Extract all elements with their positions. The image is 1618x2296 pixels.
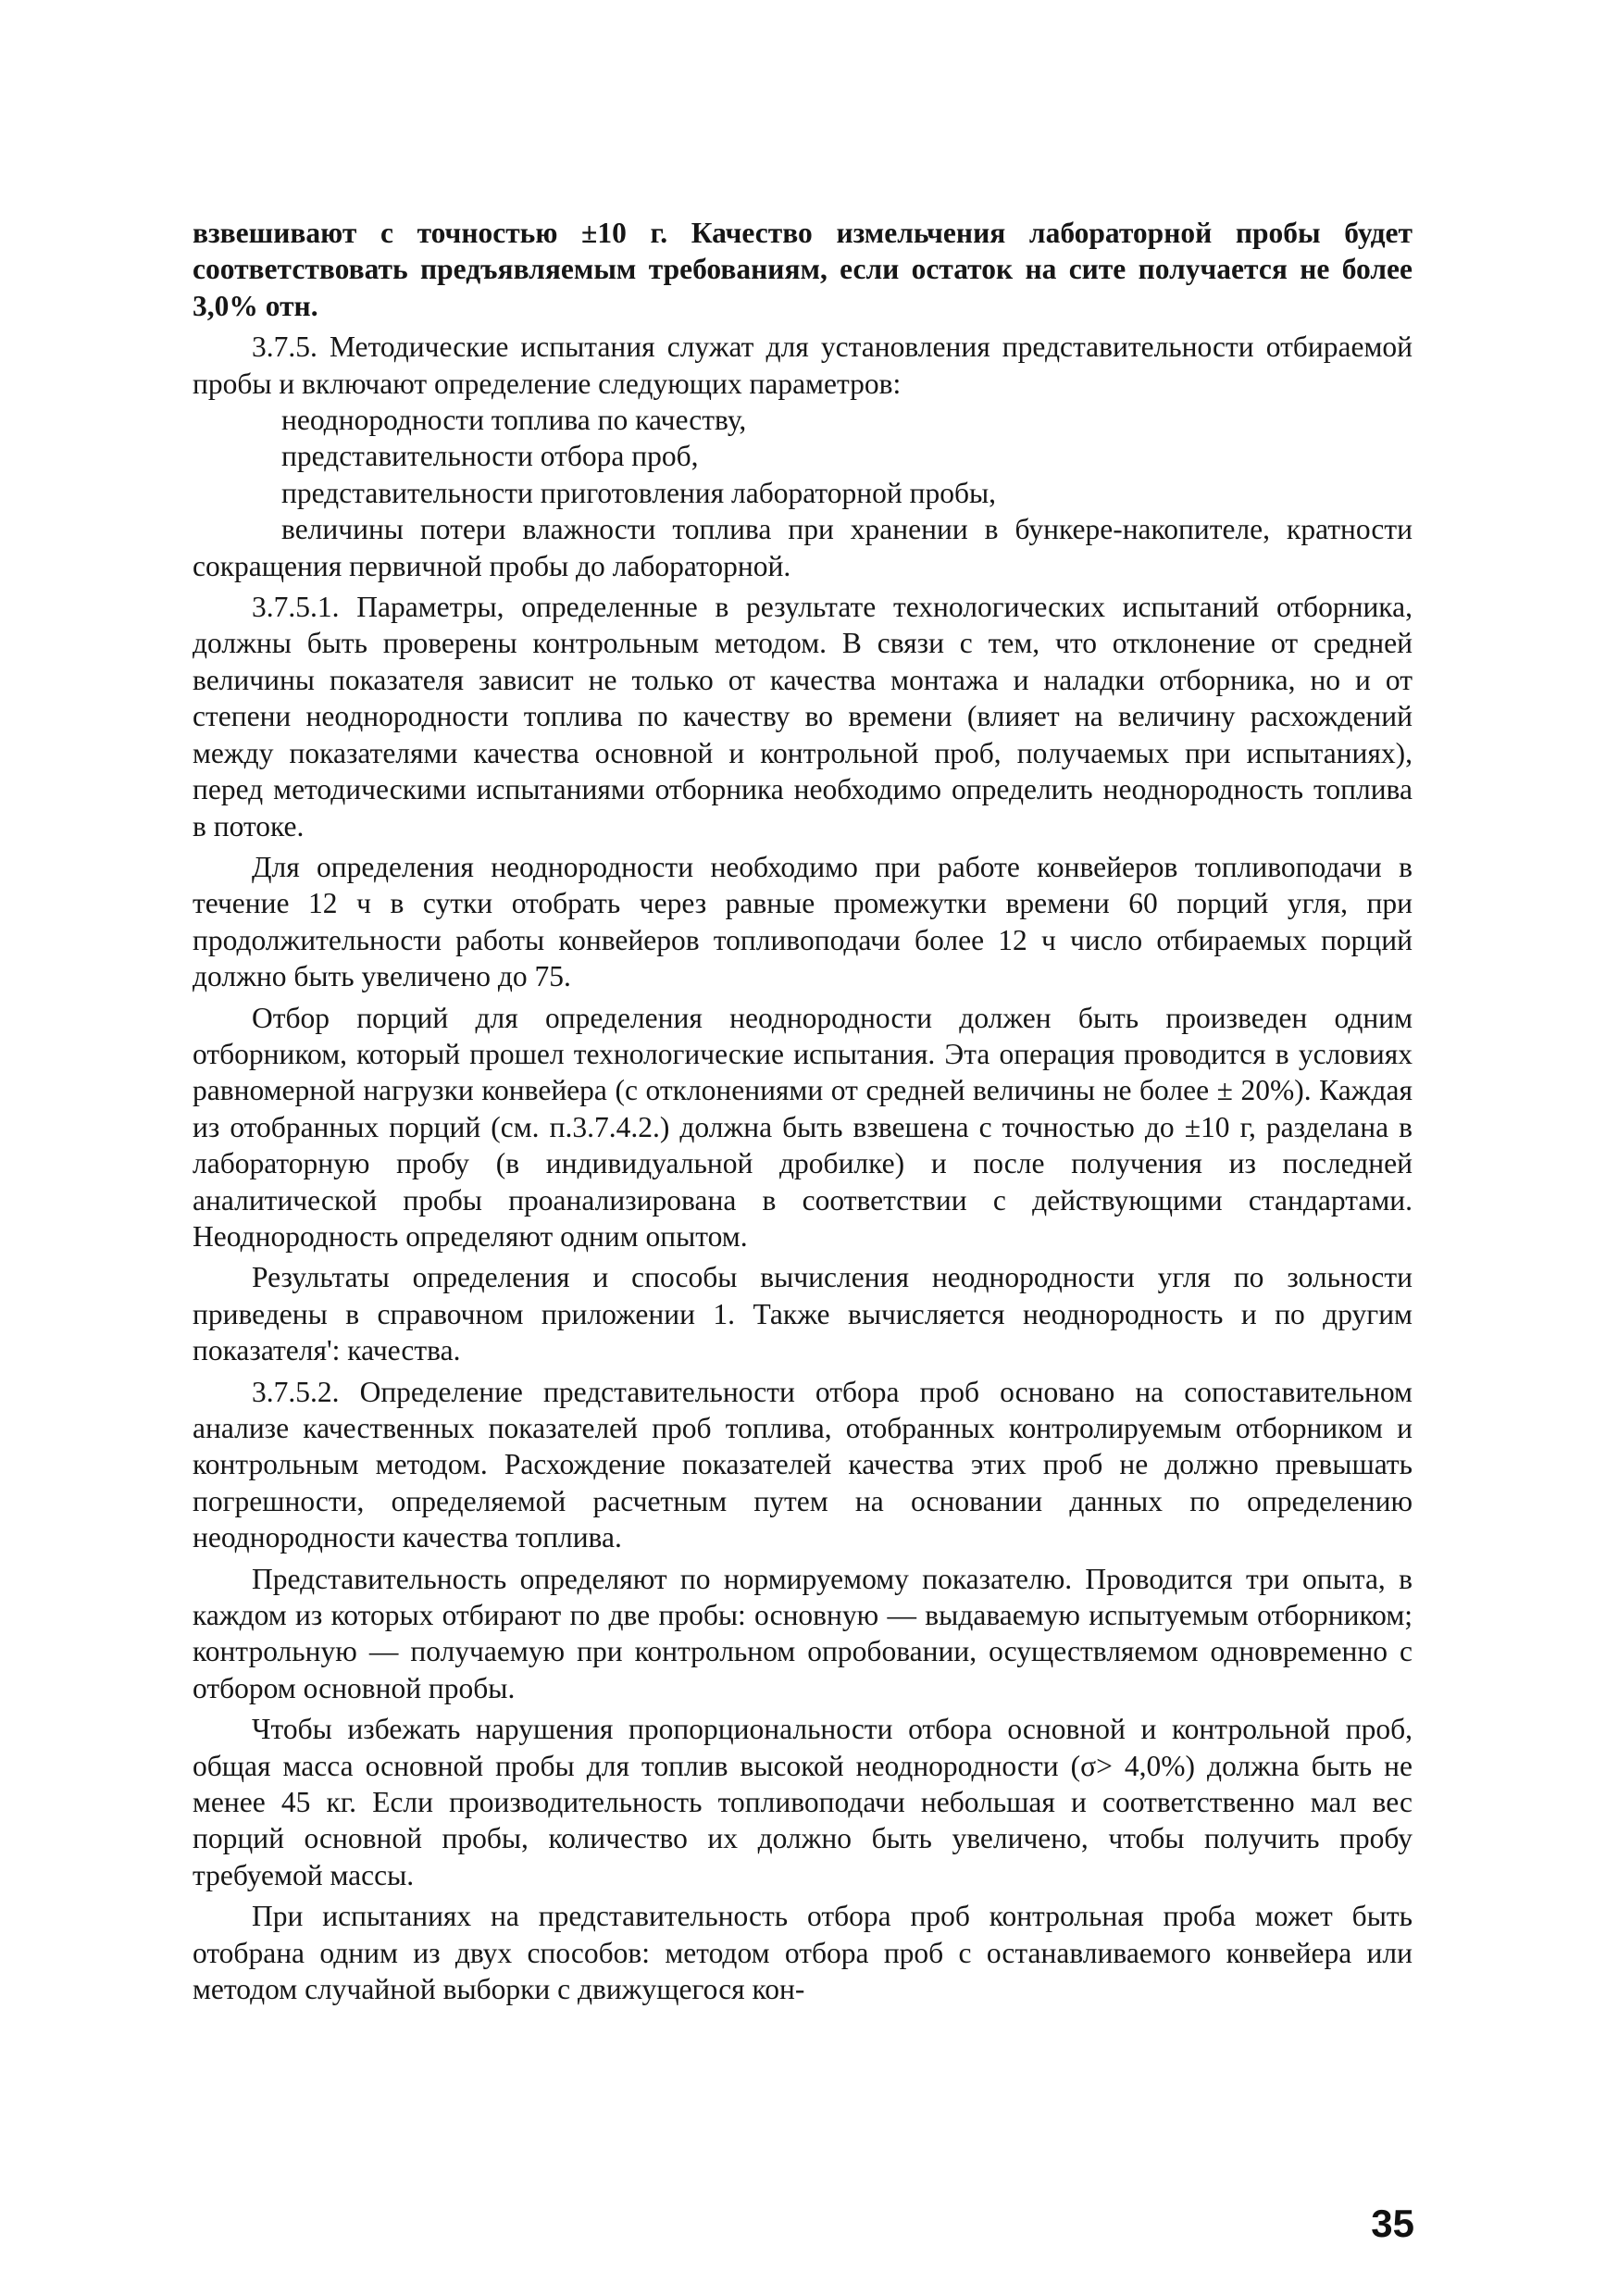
paragraph-proportionality: Чтобы избежать нарушения пропорциональности отбора основной и контрольной проб, общая масса основной пробы для топлив высокой неоднородности (σ> 4,0%) должна быть не менее 45 кг. Если производительность топливоподачи небольшая и соответственно мал вес порций основной пробы, количество их должно быть увеличено, чтобы получить пробу требуемой массы. — [193, 1713, 1413, 1891]
paragraph-control-sample: При испытаниях на представительность отбора проб контрольная проба может быть отобрана одним из двух способов: методом отбора проб с останавливаемого конвейера или методом случайной выборки с движущегося кон- — [193, 1900, 1413, 2006]
paragraph-3-7-5-1: 3.7.5.1. Параметры, определенные в результате технологических испытаний отборника, должны быть проверены контрольным методом. В связи с тем, что отклонение от средней величины показателя зависит не только от качества монтажа и наладки отборника, но и от степени неоднородности топлива по качеству во времени (влияет на величину расхождений между показателями качества основной и контрольной проб, получаемых при испытаниях), перед методическими испытаниями отборника необходимо определить неоднородность топлива в потоке. — [193, 591, 1413, 842]
paragraph-1: взвешивают с точностью ±10 г. Качество измельчения лабораторной пробы будет соответствовать предъявляемым требованиям, если остаток на сите получается не более 3,0% отн. — [193, 217, 1413, 322]
paragraph-representativeness: Представительность определяют по нормируемому показателю. Проводится три опыта, в каждом из которых отбирают по две пробы: основную — выдаваемую испытуемым отборником; контрольную — получаемую при контрольном опробовании, осуществляемом одновременно с отбором основной пробы. — [193, 1562, 1413, 1704]
paragraph-portion-selection: Отбор порций для определения неоднородности должен быть произведен одним отборником, который прошел технологические испытания. Эта операция проводится в условиях равномерной нагрузки конвейера (с отклонениями от средней величины не более ± 20%). Каждая из отобранных порций (см. п.3.7.4.2.) должна быть взвешена с точностью до ±10 г, разделана в лабораторную пробу (в индивидуальной дробилке) и после получения из последней аналитической пробы проанализирована в соответствии с действующими стандартами. Неоднородность определяют одним опытом. — [193, 1001, 1413, 1253]
list-item: величины потери влажности топлива при хранении в бункере-накопителе, кратности сокращения первичной пробы до лабораторной. — [193, 513, 1413, 582]
list-item: представительности приготовления лабораторной пробы, — [281, 476, 997, 509]
paragraph-3-7-5-2: 3.7.5.2. Определение представительности отбора проб основано на сопоставительном анализе качественных показателей проб топлива, отобранных контролируемым отборником и контрольным методом. Расхождение показателей качества этих проб не должно превышать погрешности, определяемой расчетным путем на основании данных по определению неоднородности качества топлива. — [193, 1375, 1413, 1554]
page-number: 35 — [1371, 2202, 1414, 2245]
list-item: представительности отбора проб, — [281, 440, 699, 473]
paragraph-3-7-5: 3.7.5. Методические испытания служат для установления представительности отбираемой пробы и включают определение следующих параметров: — [193, 331, 1413, 400]
list-item: неоднородности топлива по качеству, — [281, 404, 747, 437]
document-body — [193, 215, 1413, 2008]
paragraph-heterogeneity: Для определения неоднородности необходимо при работе конвейеров топливоподачи в течение 12 ч в сутки отобрать через равные промежутки времени 60 порций угля, при продолжительности работы конвейеров топливоподачи более 12 ч число отбираемых порций должно быть увеличено до 75. — [193, 850, 1413, 993]
paragraph-results: Результаты определения и способы вычисления неоднородности угля по зольности приведены в справочном приложении 1. Также вычисляется неоднородность и по другим показателя': качества. — [193, 1261, 1413, 1367]
